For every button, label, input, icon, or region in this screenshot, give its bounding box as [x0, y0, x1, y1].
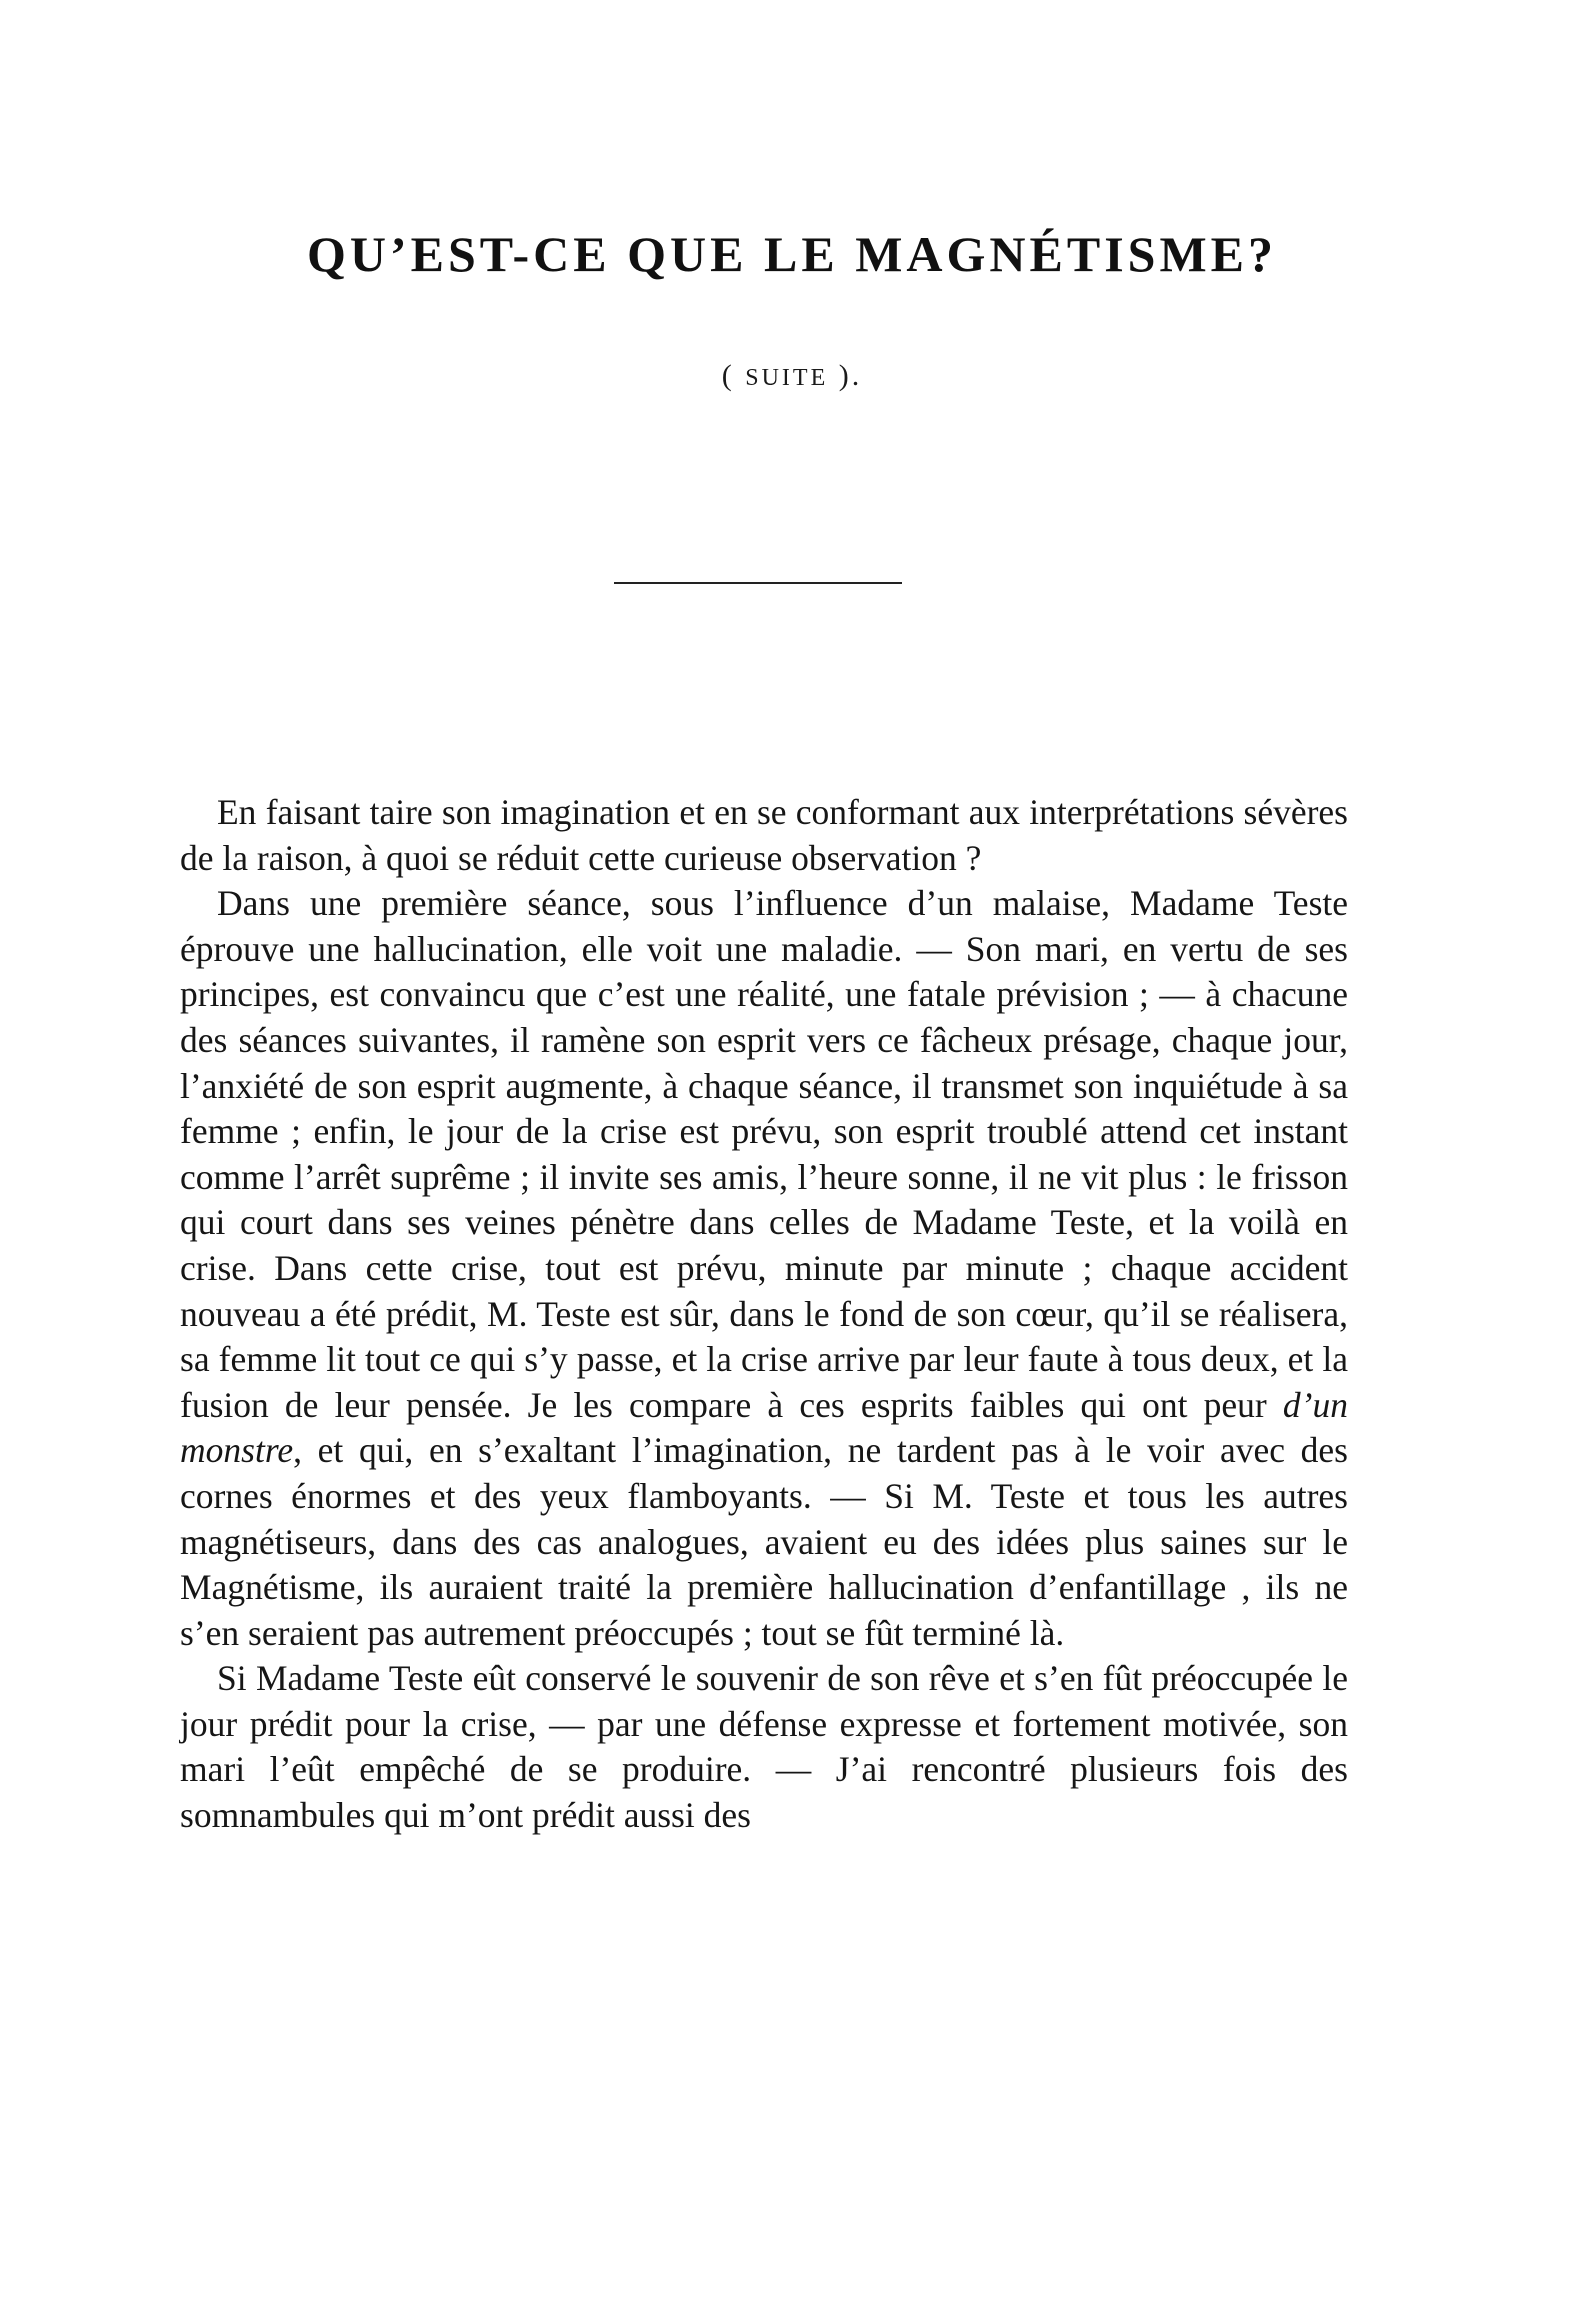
subtitle-close-paren: ).	[838, 359, 863, 392]
paragraph-2-part-2: , et qui, en s’exaltant l’imagination, ne tardent pas à le voir avec des cornes énormes et des yeux flamboyants. — Si M. Teste et tous les autres magnétiseurs, dans des cas analogues, avaient eu des idées plus saines sur le Magnétisme, ils auraient traité la première hallucination d’enfantillage , ils ne s’en seraient pas autrement préoccupés ; tout se fût terminé là.	[180, 1430, 1348, 1653]
page-subtitle	[0, 356, 1584, 398]
section-divider	[614, 582, 902, 584]
paragraph-2-italic: d’un monstre	[180, 1384, 1348, 1471]
page-title: QU’EST-CE QUE LE MAGNÉTISME?	[306, 225, 1278, 282]
subtitle-word: SUITE	[745, 365, 829, 391]
paragraph-3: Si Madame Teste eût conservé le souvenir de son rêve et s’en fût préoccupée le jour prédit pour la crise, — par une défense expresse et fortement motivée, son mari l’eût empêché de se produire. — J’ai rencontré plusieurs fois des somnambules qui m’ont prédit aussi des	[180, 1658, 1348, 1836]
paragraph-1: En faisant taire son imagination et en se conformant aux interprétations sévères de la raison, à quoi se réduit cette curieuse observation ?	[180, 792, 1348, 878]
paragraph-2-part-1: Dans une première séance, sous l’influence d’un malaise, Madame Teste éprouve une hallucination, elle voit une maladie. — Son mari, en vertu de ses principes, est convaincu que c’est une réalité, une fatale prévision ; — à chacune des séances suivantes, il ramène son esprit vers ce fâcheux présage, chaque jour, l’anxiété de son esprit augmente, à chaque séance, il transmet son inquiétude à sa femme ; enfin, le jour de la crise est prévu, son esprit troublé attend cet instant comme l’arrêt suprême ; il invite ses amis, l’heure sonne, il ne vit plus : le frisson qui court dans ses veines pénètre dans celles de Madame Teste, et la voilà en crise. Dans cette crise, tout est prévu, minute par minute ; chaque accident nouveau a été prédit, M. Teste est sûr, dans le fond de son cœur, qu’il se réalisera, sa femme lit tout ce qui s’y passe, et la crise arrive par leur faute à tous deux, et la fusion de leur pensée. Je les compare à ces esprits faibles qui ont peur	[180, 883, 1348, 1425]
subtitle-open-paren: (	[721, 359, 735, 392]
body-text	[180, 790, 1348, 1839]
paragraph-2	[180, 881, 1348, 1656]
